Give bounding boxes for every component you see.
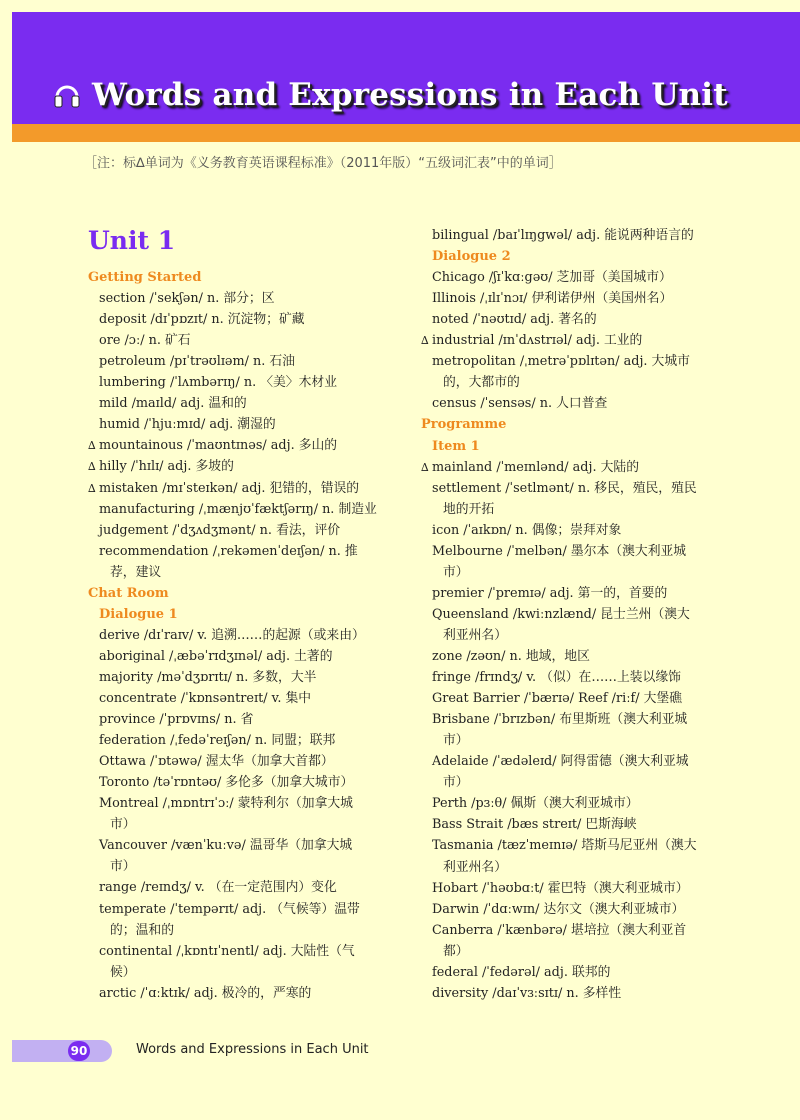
vocabulary-entry: industrial /ɪnˈdʌstrɪəl/ adj. 工业的 bbox=[432, 333, 643, 349]
vocabulary-entry: Adelaide /ˈædəleɪd/ 阿得雷德（澳大利亚城 bbox=[432, 754, 689, 770]
vocabulary-entry: Illinois /ˌɪlɪˈnɔɪ/ 伊利诺伊州（美国州名） bbox=[432, 291, 673, 307]
vocabulary-entry: Perth /pɜːθ/ 佩斯（澳大利亚城市） bbox=[432, 796, 639, 812]
vocabulary-entry: Ottawa /ˈɒtəwə/ 渥太华（加拿大首都） bbox=[99, 754, 334, 770]
vocabulary-entry: derive /dɪˈraɪv/ v. 追溯……的起源（或来由） bbox=[99, 627, 365, 643]
vocabulary-entry: metropolitan /ˌmetrəˈpɒlɪtən/ adj. 大城市 bbox=[432, 354, 690, 370]
entry-continuation: 利亚州名） bbox=[443, 627, 507, 643]
vocabulary-entry: petroleum /pɪˈtrəʊlɪəm/ n. 石油 bbox=[99, 354, 295, 370]
marked-word-indicator: ∆ bbox=[88, 460, 96, 474]
vocabulary-entry: ore /ɔː/ n. 矿石 bbox=[99, 333, 191, 349]
subsection-heading: Dialogue 2 bbox=[432, 249, 511, 265]
vocabulary-entry: premier /ˈpremɪə/ adj. 第一的，首要的 bbox=[432, 585, 668, 601]
entry-continuation: 市） bbox=[443, 733, 469, 749]
vocabulary-entry: majority /məˈdʒɒrɪtɪ/ n. 多数，大半 bbox=[99, 669, 317, 685]
vocabulary-entry: mainland /ˈmeɪnlənd/ adj. 大陆的 bbox=[432, 459, 639, 475]
vocabulary-entry: Montreal /ˌmɒntrɪˈɔː/ 蒙特利尔（加拿大城 bbox=[99, 796, 353, 812]
vocabulary-entry: icon /ˈaɪkɒn/ n. 偶像；崇拜对象 bbox=[432, 522, 622, 538]
footer-title: Words and Expressions in Each Unit bbox=[136, 1042, 369, 1057]
entry-continuation: 市） bbox=[443, 775, 469, 791]
vocabulary-entry: manufacturing /ˌmænjʊˈfæktʃərɪŋ/ n. 制造业 bbox=[99, 501, 377, 517]
vocabulary-entry: census /ˈsensəs/ n. 人口普查 bbox=[432, 396, 608, 412]
vocabulary-entry: federation /ˌfedəˈreɪʃən/ n. 同盟；联邦 bbox=[99, 733, 336, 749]
entry-continuation: 的；温和的 bbox=[110, 922, 174, 938]
page-title-text: Words and Expressions in Each Unit bbox=[92, 77, 728, 113]
entry-continuation: 地的开拓 bbox=[443, 501, 495, 517]
vocabulary-entry: federal /ˈfedərəl/ adj. 联邦的 bbox=[432, 964, 611, 980]
vocabulary-entry: mild /maɪld/ adj. 温和的 bbox=[99, 396, 247, 412]
entry-continuation: 市） bbox=[443, 564, 469, 580]
subsection-heading: Item 1 bbox=[432, 438, 480, 454]
vocabulary-entry: Toronto /təˈrɒntəʊ/ 多伦多（加拿大城市） bbox=[99, 775, 354, 791]
vocabulary-entry: Melbourne /ˈmelbən/ 墨尔本（澳大利亚城 bbox=[432, 543, 687, 559]
vocabulary-entry: zone /zəʊn/ n. 地域，地区 bbox=[432, 649, 590, 664]
page-title bbox=[52, 70, 728, 120]
vocabulary-entry: mistaken /mɪˈsteɪkən/ adj. 犯错的，错误的 bbox=[99, 480, 360, 496]
marked-word-indicator: ∆ bbox=[88, 481, 96, 495]
vocabulary-entry: Bass Strait /bæs streɪt/ 巴斯海峡 bbox=[432, 817, 637, 833]
vocabulary-entry: deposit /dɪˈpɒzɪt/ n. 沉淀物；矿藏 bbox=[99, 312, 305, 328]
vocabulary-entry: Hobart /ˈhəʊbɑːt/ 霍巴特（澳大利亚城市） bbox=[432, 880, 689, 896]
page-number: 90 bbox=[68, 1041, 90, 1061]
entry-continuation: 候） bbox=[110, 964, 136, 980]
section-heading: Getting Started bbox=[88, 270, 202, 285]
vocabulary-entry: recommendation /ˌrekəmenˈdeɪʃən/ n. 推 bbox=[99, 543, 358, 559]
vocabulary-entry: humid /ˈhjuːmɪd/ adj. 潮湿的 bbox=[99, 417, 276, 433]
headphones-icon bbox=[52, 80, 82, 110]
marked-word-indicator: ∆ bbox=[421, 460, 429, 474]
vocabulary-entry: diversity /daɪˈvɜːsɪtɪ/ n. 多样性 bbox=[432, 985, 622, 1001]
vocabulary-entry: continental /ˌkɒntɪˈnentl/ adj. 大陆性（气 bbox=[99, 943, 355, 959]
vocabulary-entry: range /reɪndʒ/ v. （在一定范围内）变化 bbox=[99, 880, 337, 896]
vocabulary-entry: concentrate /ˈkɒnsəntreɪt/ v. 集中 bbox=[99, 691, 312, 706]
vocabulary-entry: mountainous /ˈmaʊntɪnəs/ adj. 多山的 bbox=[99, 438, 338, 454]
header-accent-stripe bbox=[12, 124, 800, 142]
vocabulary-entry: Vancouver /vænˈkuːvə/ 温哥华（加拿大城 bbox=[99, 838, 353, 854]
vocabulary-entry: Brisbane /ˈbrɪzbən/ 布里斯班（澳大利亚城 bbox=[432, 712, 688, 728]
vocabulary-entry: settlement /ˈsetlmənt/ n. 移民，殖民，殖民 bbox=[432, 480, 697, 496]
marked-word-indicator: ∆ bbox=[421, 334, 429, 348]
vocabulary-note: ［注：标∆单词为《义务教育英语课程标准》（2011年版）“五级词汇表”中的单词］ bbox=[84, 156, 562, 171]
marked-word-indicator: ∆ bbox=[88, 439, 96, 453]
vocabulary-entry: Tasmania /tæzˈmeɪnɪə/ 塔斯马尼亚州（澳大 bbox=[432, 838, 697, 854]
entry-continuation: 市） bbox=[110, 859, 136, 875]
subsection-heading: Dialogue 1 bbox=[99, 606, 178, 622]
entry-continuation: 市） bbox=[110, 817, 136, 833]
vocabulary-entry: province /ˈprɒvɪns/ n. 省 bbox=[99, 712, 254, 728]
footer-bar bbox=[12, 1040, 112, 1062]
vocabulary-entry: Canberra /ˈkænbərə/ 堪培拉（澳大利亚首 bbox=[432, 922, 687, 938]
vocabulary-entry: temperate /ˈtempərɪt/ adj. （气候等）温带 bbox=[99, 901, 360, 917]
section-heading: Chat Room bbox=[88, 585, 169, 601]
vocabulary-entry: aboriginal /ˌæbəˈrɪdʒɪnəl/ adj. 土著的 bbox=[99, 648, 333, 664]
vocabulary-entry: Chicago /ʃɪˈkɑːgəʊ/ 芝加哥（美国城市） bbox=[432, 270, 672, 286]
vocabulary-entry: Great Barrier /ˈbærɪə/ Reef /riːf/ 大堡礁 bbox=[432, 691, 683, 707]
vocabulary-entry: hilly /ˈhɪlɪ/ adj. 多坡的 bbox=[99, 459, 234, 475]
vocabulary-entry: fringe /frɪndʒ/ v. （似）在……上装以缘饰 bbox=[432, 670, 681, 686]
entry-continuation: 利亚州名） bbox=[443, 859, 507, 875]
vocabulary-entry: noted /ˈnəʊtɪd/ adj. 著名的 bbox=[432, 312, 597, 328]
section-heading: Programme bbox=[421, 417, 507, 433]
entry-continuation: 荐，建议 bbox=[110, 564, 162, 580]
entry-continuation: 都） bbox=[443, 943, 469, 959]
vocabulary-entry: Darwin /ˈdɑːwɪn/ 达尔文（澳大利亚城市） bbox=[432, 901, 685, 917]
vocabulary-entry: bilingual /baɪˈlɪŋgwəl/ adj. 能说两种语言的 bbox=[432, 228, 694, 243]
vocabulary-entry: judgement /ˈdʒʌdʒmənt/ n. 看法，评价 bbox=[99, 522, 341, 538]
entry-continuation: 的，大都市的 bbox=[443, 375, 520, 391]
vocabulary-entry: Queensland /kwiːnzlænd/ 昆士兰州（澳大 bbox=[432, 606, 690, 622]
vocabulary-entry: section /ˈsekʃən/ n. 部分；区 bbox=[99, 291, 275, 307]
unit-heading: Unit 1 bbox=[88, 226, 176, 255]
vocabulary-entry: lumbering /ˈlʌmbərɪŋ/ n. 〈美〉木材业 bbox=[99, 375, 337, 391]
vocabulary-entry: arctic /ˈɑːktɪk/ adj. 极冷的，严寒的 bbox=[99, 985, 312, 1001]
